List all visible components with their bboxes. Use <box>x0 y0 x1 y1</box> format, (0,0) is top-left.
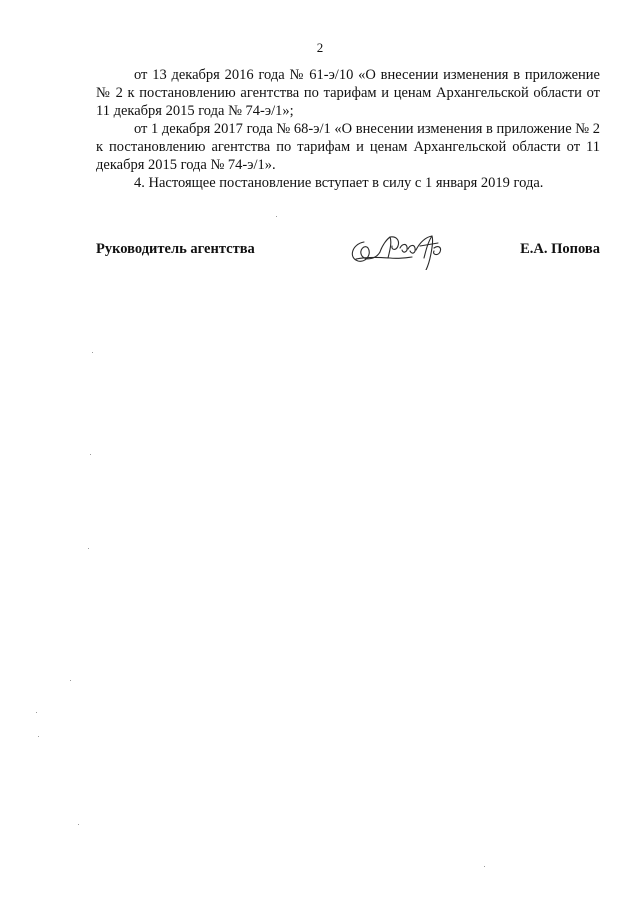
scan-speck <box>484 866 485 867</box>
paragraph-amendment-2016: от 13 декабря 2016 года № 61-э/10 «О внесении изменения в приложение № 2 к постановлению агентства по тарифам и ценам Архангельской области от 11 декабря 2015 года № 74-э/1»; <box>96 67 600 119</box>
scan-speck <box>90 454 91 455</box>
handwritten-signature <box>346 228 456 270</box>
signature-block <box>96 228 600 268</box>
scan-speck <box>36 712 37 713</box>
page-number: 2 <box>316 40 324 55</box>
scan-speck <box>276 216 277 217</box>
paragraph-effective-date: 4. Настоящее постановление вступает в силу с 1 января 2019 года. <box>134 175 544 191</box>
signatory-name: Е.А. Попова <box>520 241 600 257</box>
paragraph-amendment-2017: от 1 декабря 2017 года № 68-э/1 «О внесении изменения в приложение № 2 к постановлению агентства по тарифам и ценам Архангельской области от 11 декабря 2015 года № 74-э/1». <box>96 121 600 173</box>
scan-speck <box>38 736 39 737</box>
signatory-title: Руководитель агентства <box>96 241 255 257</box>
scan-speck <box>70 680 71 681</box>
scan-speck <box>88 548 89 549</box>
document-body <box>96 66 600 192</box>
scan-speck <box>78 824 79 825</box>
scan-speck <box>92 352 93 353</box>
